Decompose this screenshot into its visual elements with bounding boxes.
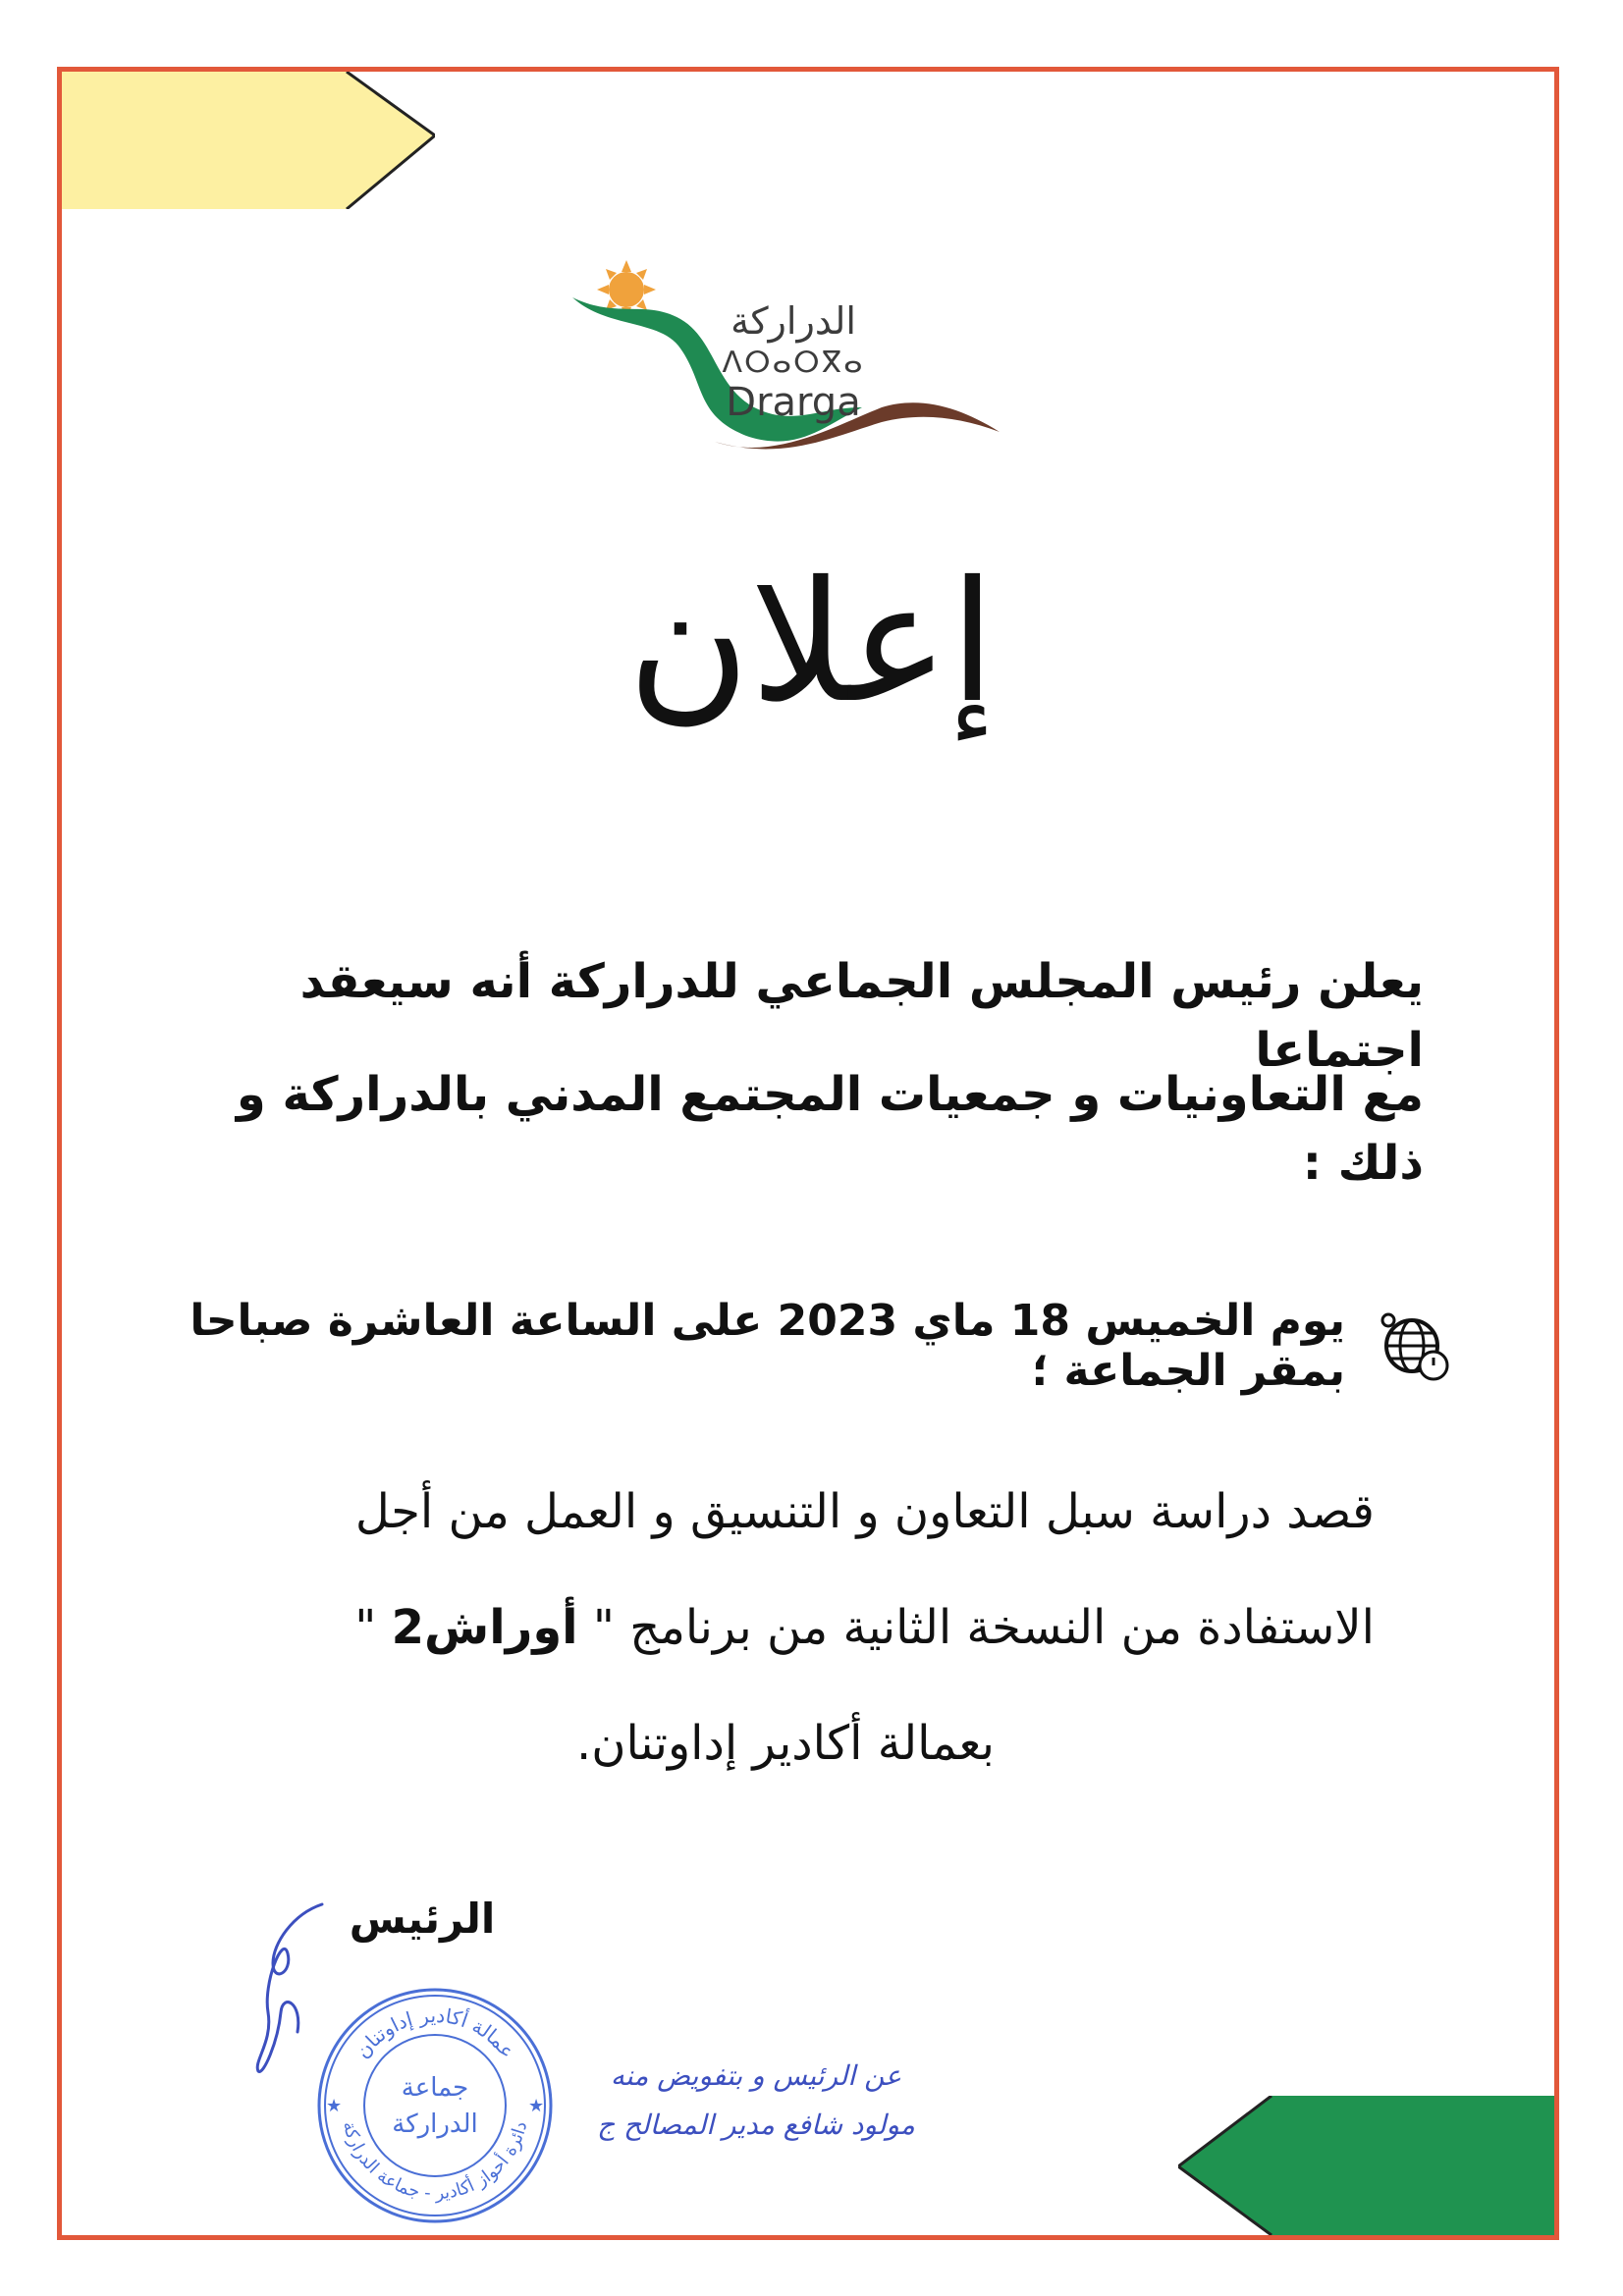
purpose-line-3: بعمالة أكادير إداوتنان. [576,1716,995,1771]
purpose-line-2-text: الاستفادة من النسخة الثانية من برنامج " [592,1600,1375,1655]
stamp-star-right: ★ [528,2096,545,2116]
meeting-schedule [147,1296,1453,1396]
intro-line-1: يعلن رئيس المجلس الجماعي للدراركة أنه سيعقد اجتماعا [299,954,1424,1078]
purpose-line-2-closing-quote: " [354,1600,377,1655]
corner-arrow-bottom-right [1178,2096,1554,2235]
logo-latin-name: Drarga [726,380,861,425]
delegation-line-1: عن الرئيس و بتفويض منه [610,2059,902,2092]
delegation-note [589,2052,923,2150]
delegation-line-2: مولود شافع مدير المصالح ج [597,2109,915,2141]
stamp-outer-text-bottom: دائرة أحواز أكادير - جماعة الدراركة [338,2119,532,2205]
intro-paragraph [147,947,1424,1191]
purpose-paragraph [196,1477,1375,1825]
stamp-center-line-1: جماعة [401,2073,469,2103]
schedule-text: يوم الخميس 18 ماي 2023 على الساعة العاشرة صباحا بمقر الجماعة ؛ [189,1296,1345,1396]
purpose-line-1: قصد دراسة سبل التعاون و التنسيق و العمل من أجل [354,1484,1375,1539]
purpose-line-2 [196,1593,1375,1709]
official-stamp [312,1983,558,2228]
logo-tifinagh-name: ⴷⵔⴰⵔⴳⴰ [722,346,865,380]
stamp-star-left: ★ [326,2096,343,2116]
program-name: أوراش2 [391,1600,578,1655]
announcement-title: إعلان [627,546,996,740]
logo-arabic-name: الدراركة [730,299,856,343]
globe-clock-icon [1375,1307,1453,1385]
president-label: الرئيس [349,1895,496,1943]
stamp-outer-text-top: عمالة أكادير إداوتنان [350,2002,520,2063]
intro-line-2: مع التعاونيات و جمعيات المجتمع المدني بالدراركة و ذلك : [236,1067,1424,1191]
stamp-center-line-2: الدراركة [392,2109,478,2139]
corner-arrow-top-left [62,72,435,209]
